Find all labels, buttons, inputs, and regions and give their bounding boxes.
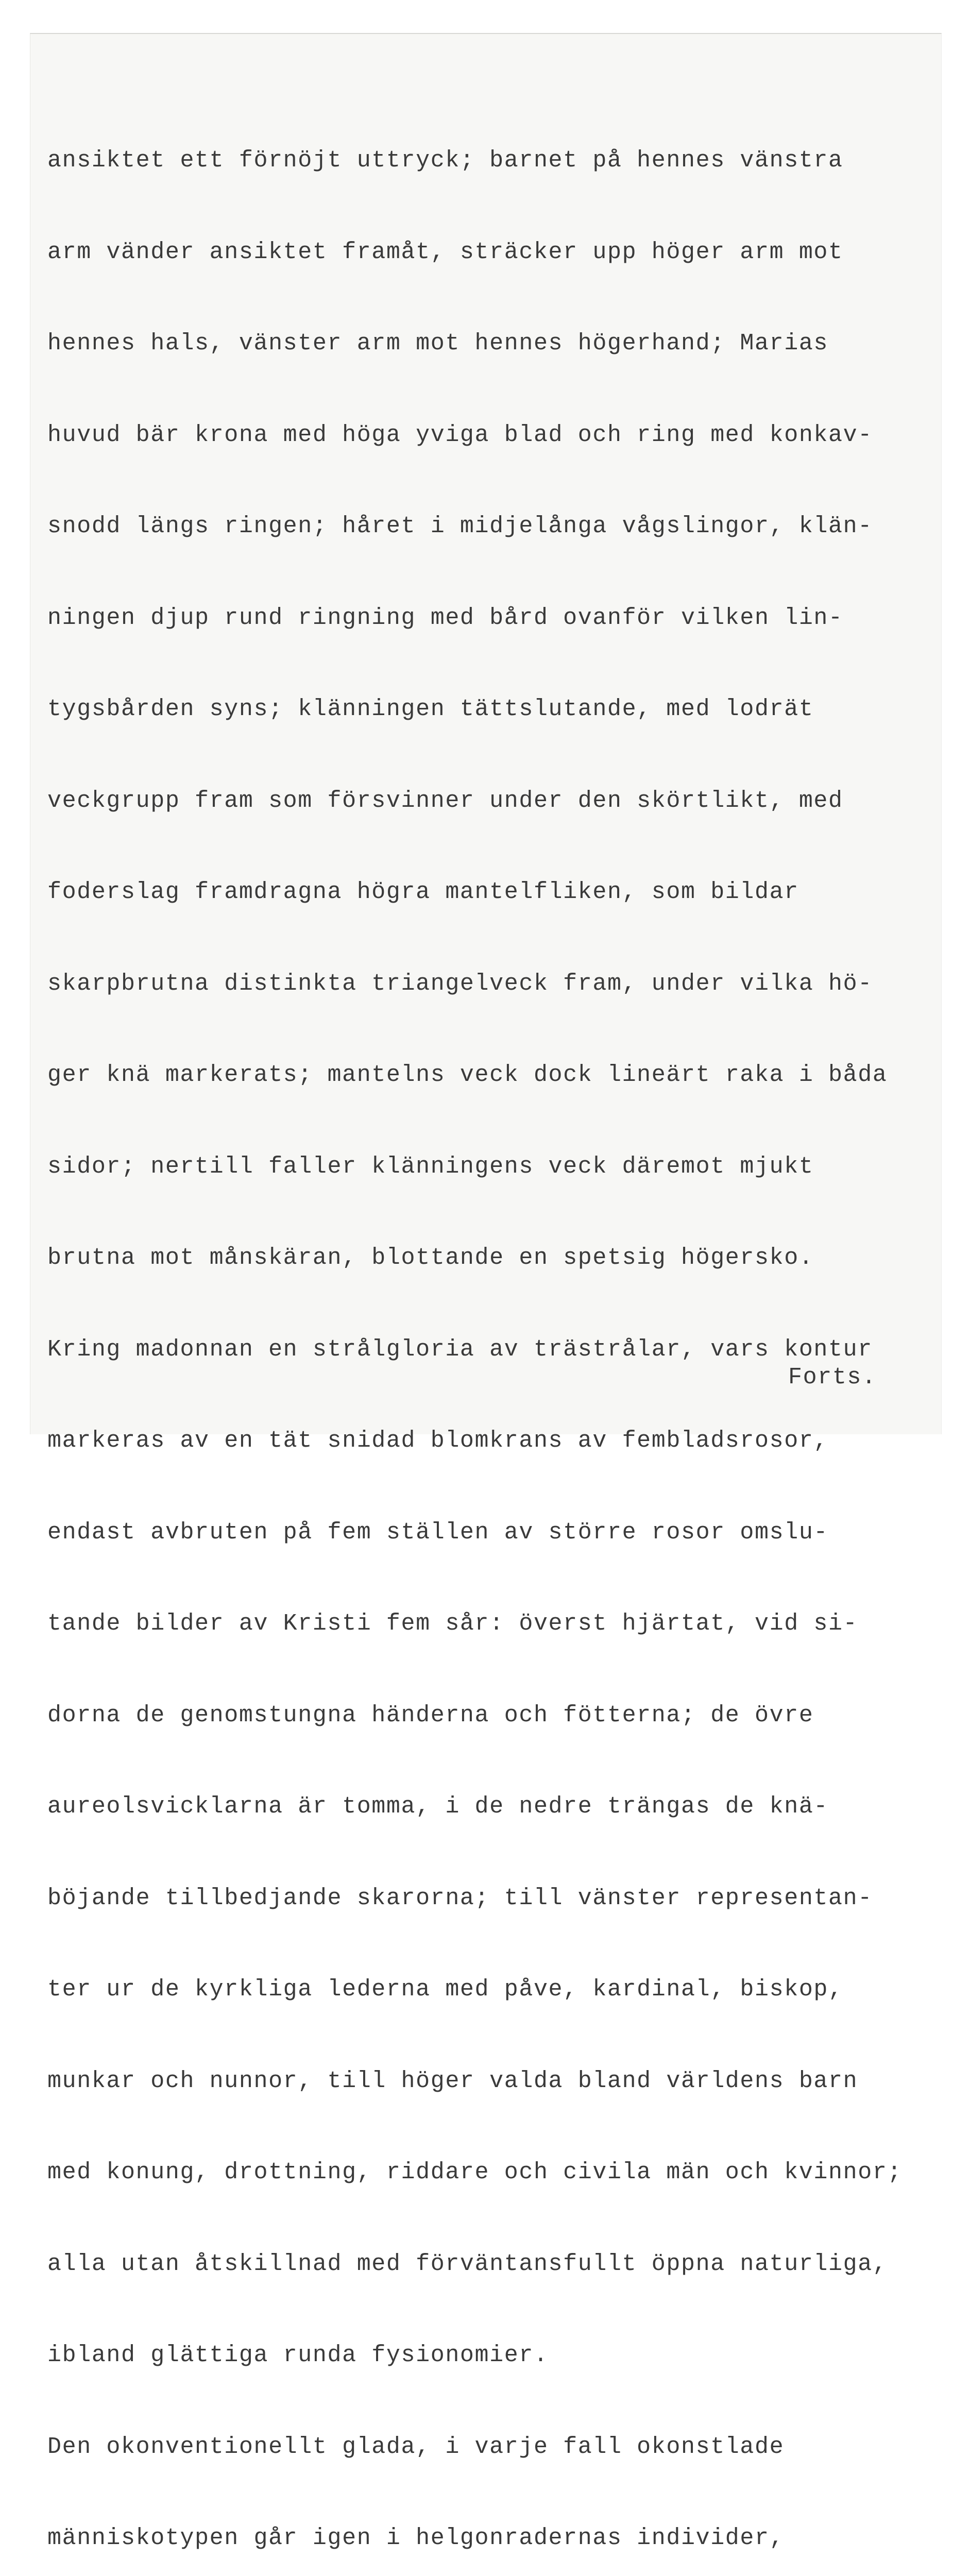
- text-line: människotypen går igen i helgonradernas individer,: [47, 2525, 785, 2551]
- text-line: hennes hals, vänster arm mot hennes högerhand; Marias: [47, 330, 829, 357]
- text-line: endast avbruten på fem ställen av större rosor omslu-: [47, 1519, 829, 1546]
- text-line: Den okonventionellt glada, i varje fall okonstlade: [47, 2433, 785, 2460]
- text-line: munkar och nunnor, till höger valda bland världens barn: [47, 2067, 858, 2094]
- text-line: tande bilder av Kristi fem sår: överst hjärtat, vid si-: [47, 1611, 858, 1637]
- text-line: skarpbrutna distinkta triangelveck fram, under vilka hö-: [47, 970, 873, 997]
- text-line: ger knä markerats; mantelns veck dock lineärt raka i båda: [47, 1062, 888, 1088]
- text-line: Kring madonnan en strålgloria av trästrålar, vars kontur: [47, 1336, 873, 1363]
- text-line: foderslag framdragna högra mantelfliken, som bildar: [47, 879, 799, 905]
- text-line: veckgrupp fram som försvinner under den skörtlikt, med: [47, 787, 843, 814]
- text-line: sidor; nertill faller klänningens veck däremot mjukt: [47, 1153, 814, 1180]
- text-line: tygsbården syns; klänningen tättslutande, med lodrät: [47, 696, 814, 722]
- text-line: med konung, drottning, riddare och civila män och kvinnor;: [47, 2159, 903, 2185]
- text-line: böjande tillbedjande skarorna; till vänster representan-: [47, 1885, 873, 1911]
- text-line: ansiktet ett förnöjt uttryck; barnet på hennes vänstra: [47, 147, 843, 174]
- text-line: markeras av en tät snidad blomkrans av fembladsrosor,: [47, 1428, 829, 1454]
- text-line: ningen djup rund ringning med bård ovanför vilken lin-: [47, 604, 843, 631]
- text-line: aureolsvicklarna är tomma, i de nedre trängas de knä-: [47, 1793, 829, 1820]
- text-line: ibland glättiga runda fysionomier.: [47, 2342, 549, 2368]
- text-line: brutna mot månskäran, blottande en spetsig högersko.: [47, 1245, 814, 1271]
- text-line: ter ur de kyrkliga lederna med påve, kardinal, biskop,: [47, 1976, 843, 2003]
- text-line: arm vänder ansiktet framåt, sträcker upp höger arm mot: [47, 239, 843, 265]
- text-line: huvud bär krona med höga yviga blad och ring med konkav-: [47, 421, 873, 448]
- text-line: dorna de genomstungna händerna och fötterna; de övre: [47, 1702, 814, 1728]
- text-line: alla utan åtskillnad med förväntansfullt öppna naturliga,: [47, 2250, 888, 2277]
- typed-text-body: [47, 89, 902, 2576]
- continuation-mark: Forts.: [788, 1364, 877, 1391]
- text-line: snodd längs ringen; håret i midjelånga vågslingor, klän-: [47, 513, 873, 539]
